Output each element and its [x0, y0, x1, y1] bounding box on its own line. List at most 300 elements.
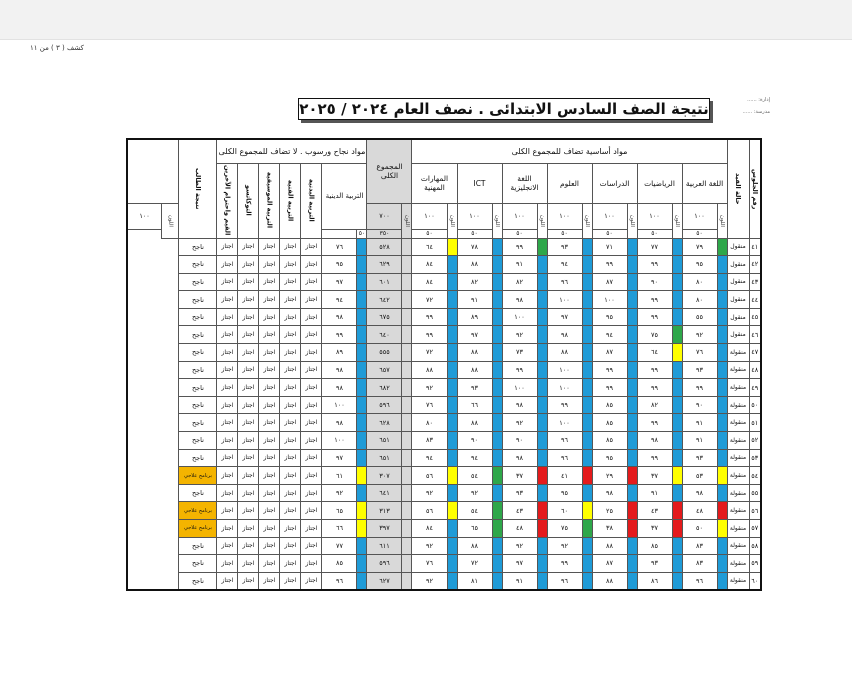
level-swatch: [627, 555, 637, 573]
student-status: منقولة: [727, 537, 749, 555]
level-swatch: [537, 308, 547, 326]
result-sheet: [120, 82, 770, 622]
total-swatch: [402, 449, 412, 467]
student-status: منقولة: [727, 572, 749, 590]
level-swatch: [627, 502, 637, 520]
subject-score: ٥٣: [682, 467, 717, 485]
total-score: ٦٤٠: [367, 326, 402, 344]
total-swatch: [402, 361, 412, 379]
pass-status: اجتاز: [280, 396, 301, 414]
subject-score: ٩١: [682, 414, 717, 432]
subject-header-1: اللغة العربية: [682, 163, 727, 203]
subject-score: ٢٩: [592, 467, 627, 485]
subject-score: ٨٨: [457, 344, 492, 362]
subject-score: ٩٠: [682, 396, 717, 414]
total-swatch: [402, 273, 412, 291]
subject-score: ٨٣: [412, 432, 447, 450]
student-status: منقول: [727, 256, 749, 274]
subject-score: ٨٣: [682, 537, 717, 555]
subject-score: ٩٦: [682, 572, 717, 590]
pass-status: اجتاز: [280, 414, 301, 432]
pass-status: اجتاز: [280, 344, 301, 362]
subject-score: ٩٣: [682, 361, 717, 379]
pass-status: اجتاز: [217, 273, 238, 291]
pass-status: اجتاز: [217, 467, 238, 485]
subject-score: ٥٦: [412, 502, 447, 520]
total-score: ٦٥١: [367, 449, 402, 467]
total-level-header: اللون: [402, 203, 412, 238]
level-swatch: [492, 379, 502, 397]
subject-score: ١٠٠: [547, 379, 582, 397]
level-swatch: [447, 273, 457, 291]
subject-score: ٨٥: [592, 432, 627, 450]
subject-max-2: ١٠٠: [637, 203, 672, 229]
level-swatch: [672, 414, 682, 432]
religion-swatch: [357, 238, 367, 256]
level-swatch: [672, 379, 682, 397]
subject-score: ٨٢: [637, 396, 672, 414]
level-swatch: [672, 432, 682, 450]
student-result: ناجح: [179, 484, 217, 502]
subject-score: ٦٦: [457, 396, 492, 414]
subject-max-1: ١٠٠: [682, 203, 717, 229]
level-swatch: [447, 344, 457, 362]
pass-status: اجتاز: [217, 361, 238, 379]
level-swatch: [537, 432, 547, 450]
total-score: ٦٤١: [367, 484, 402, 502]
table-row: [127, 256, 761, 274]
total-score: ٣٩٧: [367, 520, 402, 538]
subject-score: ٩٤: [412, 449, 447, 467]
level-label: اللون: [449, 214, 455, 227]
level-swatch: [672, 396, 682, 414]
subject-score: ٩٥: [682, 256, 717, 274]
pass-status: اجتاز: [259, 537, 280, 555]
total-score: ٦٠١: [367, 273, 402, 291]
level-swatch: [627, 361, 637, 379]
total-score: ٦٥٧: [367, 361, 402, 379]
subject-score: ٩٤: [547, 256, 582, 274]
subject-score: ٩٧: [502, 555, 537, 573]
total-swatch: [402, 432, 412, 450]
level-swatch: [672, 520, 682, 538]
student-status: منقول: [727, 238, 749, 256]
religion-score: ١٠٠: [322, 396, 357, 414]
subject-score: ٨٥: [592, 414, 627, 432]
level-swatch: [537, 344, 547, 362]
pass-status: اجتاز: [301, 467, 322, 485]
subject-score: ٩٩: [592, 256, 627, 274]
subject-min-7: ٥٠: [412, 229, 447, 238]
pass-status: اجتاز: [301, 379, 322, 397]
pass-status: اجتاز: [259, 520, 280, 538]
level-swatch: [717, 520, 727, 538]
level-label: اللون: [167, 214, 174, 227]
student-result: ناجح: [179, 414, 217, 432]
pass-status: اجتاز: [259, 361, 280, 379]
total-min: ٣٥٠: [367, 229, 402, 238]
level-swatch: [627, 326, 637, 344]
subject-score: ٤٨: [682, 502, 717, 520]
religion-score: ٨٩: [322, 344, 357, 362]
pass-status: اجتاز: [238, 291, 259, 309]
student-status: منقولة: [727, 484, 749, 502]
student-result: ناجح: [179, 449, 217, 467]
subject-max-5: ١٠٠: [502, 203, 537, 229]
level-swatch: [447, 291, 457, 309]
level-swatch: [537, 396, 547, 414]
subject-score: ٩٧: [457, 326, 492, 344]
level-swatch: [627, 414, 637, 432]
table-row: [127, 273, 761, 291]
student-status: منقولة: [727, 344, 749, 362]
table-row: [127, 432, 761, 450]
pass-status: اجتاز: [301, 291, 322, 309]
student-result: ناجح: [179, 432, 217, 450]
level-swatch: [447, 414, 457, 432]
religion-score: ٧٦: [322, 238, 357, 256]
religion-swatch: [357, 291, 367, 309]
subject-min-5: ٥٠: [502, 229, 537, 238]
religion-score: ٩٤: [322, 291, 357, 309]
subject-score: ٧٨: [457, 238, 492, 256]
level-swatch: [447, 238, 457, 256]
subject-score: ٣٧: [502, 467, 537, 485]
subject-score: ٨٥: [592, 396, 627, 414]
total-score: ٦٢٧: [367, 572, 402, 590]
level-swatch: [582, 467, 592, 485]
student-result: برنامج علاجي: [179, 467, 217, 485]
level-swatch: [492, 449, 502, 467]
level-swatch: [627, 291, 637, 309]
pass-status: اجتاز: [217, 555, 238, 573]
religion-swatch: [357, 414, 367, 432]
level-swatch: [717, 291, 727, 309]
student-result: ناجح: [179, 256, 217, 274]
religion-score: ٨٥: [322, 555, 357, 573]
religion-score: ٩٨: [322, 308, 357, 326]
subject-score: ٧٦: [412, 555, 447, 573]
total-swatch: [402, 291, 412, 309]
total-swatch: [402, 502, 412, 520]
pass-status: اجتاز: [301, 273, 322, 291]
subject-score: ٤١: [547, 467, 582, 485]
pass-status: اجتاز: [301, 396, 322, 414]
subject-level-header-6: [492, 203, 502, 238]
subject-score: ٧٣: [502, 344, 537, 362]
pass-status: اجتاز: [301, 256, 322, 274]
table-row: [127, 291, 761, 309]
religion-swatch: [357, 555, 367, 573]
student-number: ٥٣: [749, 449, 761, 467]
pass-status: اجتاز: [238, 484, 259, 502]
level-swatch: [492, 256, 502, 274]
pass-status: اجتاز: [238, 502, 259, 520]
student-result: ناجح: [179, 572, 217, 590]
pass-status: اجتاز: [301, 520, 322, 538]
student-number: ٤٩: [749, 379, 761, 397]
pass-subject-3: التربية الموسيقية: [259, 163, 280, 238]
pass-status: اجتاز: [301, 555, 322, 573]
subject-score: ٩٢: [412, 484, 447, 502]
pass-status: اجتاز: [259, 396, 280, 414]
subject-score: ٨٤: [412, 273, 447, 291]
subject-score: ٧٢: [457, 555, 492, 573]
religion-score: ٩٨: [322, 379, 357, 397]
student-result: برنامج علاجي: [179, 502, 217, 520]
subject-score: ٩٩: [637, 291, 672, 309]
student-number: ٤٢: [749, 256, 761, 274]
pass-subject-5: القيم واحترام الآخرين: [217, 163, 238, 238]
level-swatch: [537, 572, 547, 590]
subject-header-7: المهارات المهنية: [412, 163, 457, 203]
table-row: [127, 326, 761, 344]
pass-status: اجتاز: [238, 308, 259, 326]
student-result: ناجح: [179, 291, 217, 309]
subject-header-5: اللغة الانجليزية: [502, 163, 547, 203]
level-swatch: [582, 291, 592, 309]
subject-level-header-5: [537, 203, 547, 238]
pass-status: اجتاز: [217, 326, 238, 344]
level-swatch: [447, 326, 457, 344]
pass-status: اجتاز: [217, 414, 238, 432]
level-swatch: [717, 379, 727, 397]
level-swatch: [447, 502, 457, 520]
student-number: ٥٢: [749, 432, 761, 450]
level-swatch: [672, 291, 682, 309]
total-swatch: [402, 396, 412, 414]
subject-score: ٧٦: [682, 344, 717, 362]
subject-score: ٣٧: [637, 520, 672, 538]
level-swatch: [582, 555, 592, 573]
subject-score: ٨٠: [412, 414, 447, 432]
table-row: [127, 520, 761, 538]
student-number: ٥٧: [749, 520, 761, 538]
subject-header-4: العلوم: [547, 163, 592, 203]
subject-score: ٩٩: [682, 379, 717, 397]
pass-status: اجتاز: [259, 555, 280, 573]
subject-score: ٨٠: [682, 273, 717, 291]
religion-score: ٩٧: [322, 273, 357, 291]
subject-score: ٢٥: [592, 502, 627, 520]
subject-score: ١٠٠: [547, 361, 582, 379]
pass-status: اجتاز: [217, 238, 238, 256]
total-swatch: [402, 238, 412, 256]
subject-score: ٦٤: [412, 238, 447, 256]
level-swatch: [447, 467, 457, 485]
pass-subject-4: التوكاتسو: [238, 163, 259, 238]
pass-status: اجتاز: [280, 326, 301, 344]
level-swatch: [447, 361, 457, 379]
total-score: ٥٩٦: [367, 396, 402, 414]
pass-status: اجتاز: [280, 308, 301, 326]
religion-header: التربية الدينية: [322, 163, 367, 229]
pass-status: اجتاز: [259, 432, 280, 450]
pass-status: اجتاز: [280, 432, 301, 450]
level-swatch: [672, 361, 682, 379]
level-swatch: [492, 432, 502, 450]
level-swatch: [492, 291, 502, 309]
religion-swatch: [357, 273, 367, 291]
level-swatch: [492, 326, 502, 344]
religion-swatch: [357, 467, 367, 485]
subject-score: ٨٥: [637, 537, 672, 555]
religion-score: ٩٨: [322, 361, 357, 379]
subject-score: ٨٨: [592, 537, 627, 555]
pass-status: اجتاز: [259, 414, 280, 432]
level-swatch: [447, 432, 457, 450]
level-swatch: [582, 502, 592, 520]
total-swatch: [402, 484, 412, 502]
table-row: [127, 396, 761, 414]
student-status: منقول: [727, 273, 749, 291]
pass-status: اجتاز: [238, 273, 259, 291]
religion-score: ٩٩: [322, 326, 357, 344]
pass-status: اجتاز: [280, 291, 301, 309]
religion-swatch: [357, 432, 367, 450]
level-swatch: [492, 238, 502, 256]
school-header: [710, 94, 770, 118]
level-label: اللون: [674, 214, 680, 227]
total-header: المجموع الكلى: [367, 139, 412, 203]
level-swatch: [717, 238, 727, 256]
level-swatch: [537, 502, 547, 520]
subject-score: ٩٢: [412, 379, 447, 397]
total-score: ٦٧٥: [367, 308, 402, 326]
subject-score: ١٠٠: [547, 414, 582, 432]
pass-status: اجتاز: [259, 344, 280, 362]
subject-min-2: ٥٠: [637, 229, 672, 238]
student-result: ناجح: [179, 396, 217, 414]
total-max: ٧٠٠: [367, 203, 402, 229]
pass-status: اجتاز: [280, 449, 301, 467]
subject-header-3: الدراسات: [592, 163, 637, 203]
level-swatch: [627, 256, 637, 274]
level-swatch: [672, 555, 682, 573]
table-row: [127, 449, 761, 467]
subject-score: ٩٣: [682, 449, 717, 467]
pass-status: اجتاز: [259, 572, 280, 590]
student-number: ٥٤: [749, 467, 761, 485]
level-swatch: [627, 467, 637, 485]
level-swatch: [717, 308, 727, 326]
level-swatch: [447, 572, 457, 590]
level-swatch: [492, 537, 502, 555]
student-status: منقولة: [727, 361, 749, 379]
subject-score: ٨٧: [592, 344, 627, 362]
level-swatch: [717, 414, 727, 432]
table-row: [127, 572, 761, 590]
subject-score: ٩٩: [412, 326, 447, 344]
level-swatch: [537, 238, 547, 256]
religion-score: ٩٦: [322, 572, 357, 590]
level-swatch: [582, 572, 592, 590]
level-swatch: [447, 308, 457, 326]
level-label: اللون: [584, 214, 590, 227]
subject-min-4: ٥٠: [547, 229, 582, 238]
student-number: ٥٩: [749, 555, 761, 573]
level-swatch: [627, 537, 637, 555]
admin-label: إدارة: ......: [747, 97, 770, 103]
table-row: [127, 484, 761, 502]
total-swatch: [402, 308, 412, 326]
student-result: ناجح: [179, 537, 217, 555]
pass-status: اجتاز: [301, 238, 322, 256]
table-row: [127, 344, 761, 362]
level-swatch: [627, 273, 637, 291]
student-number: ٥٠: [749, 396, 761, 414]
subject-level-header-4: [582, 203, 592, 238]
pass-status: اجتاز: [238, 537, 259, 555]
pass-status: اجتاز: [217, 520, 238, 538]
subject-score: ٣٧: [637, 467, 672, 485]
subject-score: ٩٥: [592, 308, 627, 326]
grades-body: [127, 238, 761, 590]
subject-max-4: ١٠٠: [547, 203, 582, 229]
pass-status: اجتاز: [238, 396, 259, 414]
level-swatch: [582, 326, 592, 344]
subject-score: ٩٦: [547, 273, 582, 291]
student-result: ناجح: [179, 238, 217, 256]
level-swatch: [447, 379, 457, 397]
level-swatch: [537, 379, 547, 397]
level-swatch: [537, 537, 547, 555]
total-score: ٦٤٢: [367, 291, 402, 309]
level-swatch: [447, 537, 457, 555]
pass-status: اجتاز: [301, 308, 322, 326]
table-row: [127, 379, 761, 397]
subject-score: ٨٧: [592, 273, 627, 291]
table-row: [127, 555, 761, 573]
level-swatch: [672, 572, 682, 590]
level-swatch: [537, 555, 547, 573]
subject-score: ٩٩: [592, 379, 627, 397]
religion-score: ٩٧: [322, 449, 357, 467]
pass-status: اجتاز: [259, 308, 280, 326]
pass-status: اجتاز: [217, 449, 238, 467]
religion-swatch: [357, 537, 367, 555]
subject-score: ٩٩: [637, 308, 672, 326]
level-swatch: [717, 484, 727, 502]
level-swatch: [717, 432, 727, 450]
subject-score: ٨٩: [457, 308, 492, 326]
level-swatch: [627, 396, 637, 414]
student-number: ٥٨: [749, 537, 761, 555]
religion-score: ١٠٠: [322, 432, 357, 450]
table-row: [127, 361, 761, 379]
pass-status: اجتاز: [301, 502, 322, 520]
subject-score: ٩٥: [592, 449, 627, 467]
subject-score: ٥٤: [457, 502, 492, 520]
pass-status: اجتاز: [259, 326, 280, 344]
level-swatch: [582, 308, 592, 326]
core-subjects-header: مواد أساسية تضاف للمجموع الكلى: [412, 139, 727, 163]
level-swatch: [447, 449, 457, 467]
subject-score: ٨٤: [412, 520, 447, 538]
level-swatch: [537, 520, 547, 538]
subject-score: ٩٢: [412, 572, 447, 590]
level-swatch: [717, 467, 727, 485]
total-swatch: [402, 326, 412, 344]
religion-swatch: [357, 449, 367, 467]
student-number: ٤١: [749, 238, 761, 256]
subject-score: ٩١: [637, 484, 672, 502]
level-swatch: [492, 484, 502, 502]
student-number: ٤٦: [749, 326, 761, 344]
viewer-top-band: [0, 0, 852, 40]
subject-score: ٧٦: [412, 396, 447, 414]
subject-score: ٩٦: [547, 432, 582, 450]
